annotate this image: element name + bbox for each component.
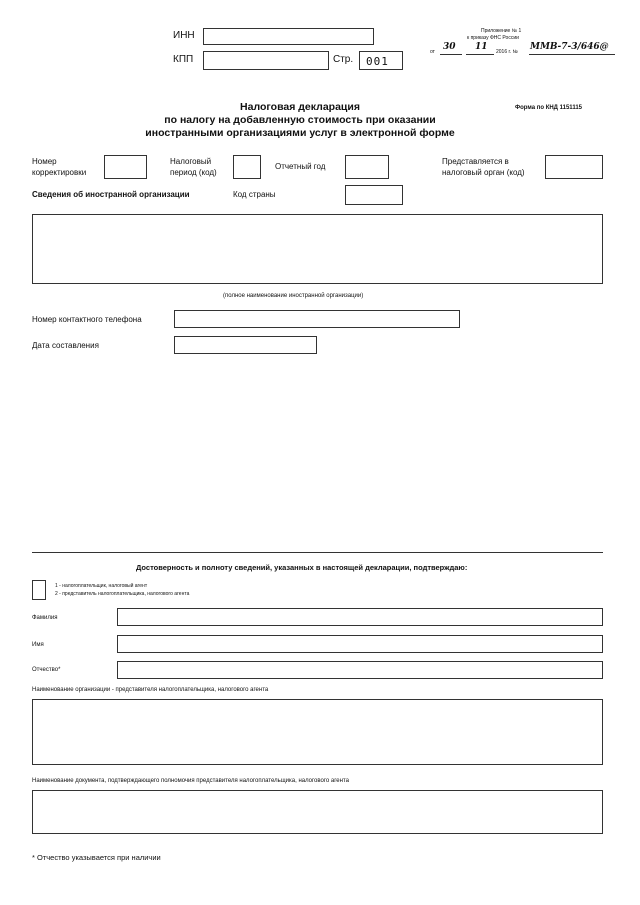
authority-doc-field[interactable] [32,790,603,834]
order-day-underline [440,54,462,55]
compile-date-label: Дата составления [32,341,99,350]
tax-period-label-2: период (код) [170,168,217,177]
signer-option-1: 1 - налогоплательщик, налоговый агент [55,583,148,589]
phone-label: Номер контактного телефона [32,315,142,324]
name-label: Имя [32,642,44,648]
rep-org-field[interactable] [32,699,603,765]
form-title-line-2: по налогу на добавленную стоимость при оказании [164,114,436,126]
order-month: 11 [475,42,488,52]
correction-number-field[interactable] [104,155,147,179]
patronymic-label: Отчество* [32,667,61,673]
page-number-field[interactable] [359,51,403,70]
signer-option-2: 2 - представитель налогоплательщика, налогового агента [55,591,190,597]
order-day: 30 [443,42,456,52]
tax-authority-label-1: Представляется в [442,157,509,166]
phone-field[interactable] [174,310,460,328]
appendix-line-1: Приложение № 1 [481,28,522,34]
tax-authority-label-2: налоговый орган (код) [442,168,525,177]
signer-type-field[interactable] [32,580,46,600]
authority-doc-label: Наименование документа, подтверждающего полномочия представителя налогоплательщика, налогового агента [32,778,349,784]
rep-org-label: Наименование организации - представителя налогоплательщика, налогового агента [32,687,269,693]
appendix-line-2: к приказу ФНС России [467,35,519,41]
name-field[interactable] [117,635,603,653]
compile-date-field[interactable] [174,336,317,354]
order-year-text: 2016 г. № [496,49,518,55]
surname-field[interactable] [117,608,603,626]
org-full-name-caption: (полное наименование иностранной организации) [223,293,364,299]
tax-period-field[interactable] [233,155,261,179]
order-month-underline [466,54,494,55]
order-number: ММВ-7-3/646@ [530,42,609,52]
correction-number-label-1: Номер [32,157,57,166]
inn-field[interactable] [203,28,374,45]
page-label: Стр. [333,54,354,65]
reporting-year-field[interactable] [345,155,389,179]
order-number-underline [529,54,615,55]
foreign-org-info-label: Сведения об иностранной организации [32,190,190,199]
tax-authority-field[interactable] [545,155,603,179]
inn-label: ИНН [173,30,195,41]
reporting-year-label: Отчетный год [275,162,326,171]
form-title-line-3: иностранными организациями услуг в электронной форме [145,127,455,139]
country-code-field[interactable] [345,185,403,205]
surname-label: Фамилия [32,615,58,621]
kpp-field[interactable] [203,51,329,70]
page-number-value: 001 [366,55,389,68]
order-from-label: от [430,49,435,55]
patronymic-field[interactable] [117,661,603,679]
confirmation-heading: Достоверность и полноту сведений, указанных в настоящей декларации, подтверждаю: [136,563,468,572]
form-code: Форма по КНД 1151115 [515,105,582,111]
country-code-label: Код страны [233,190,276,199]
org-full-name-field[interactable] [32,214,603,284]
kpp-label: КПП [173,54,194,65]
form-title-line-1: Налоговая декларация [240,101,360,113]
tax-period-label-1: Налоговый [170,157,212,166]
footnote: * Отчество указывается при наличии [32,853,161,862]
correction-number-label-2: корректировки [32,168,87,177]
section-divider [32,552,603,553]
